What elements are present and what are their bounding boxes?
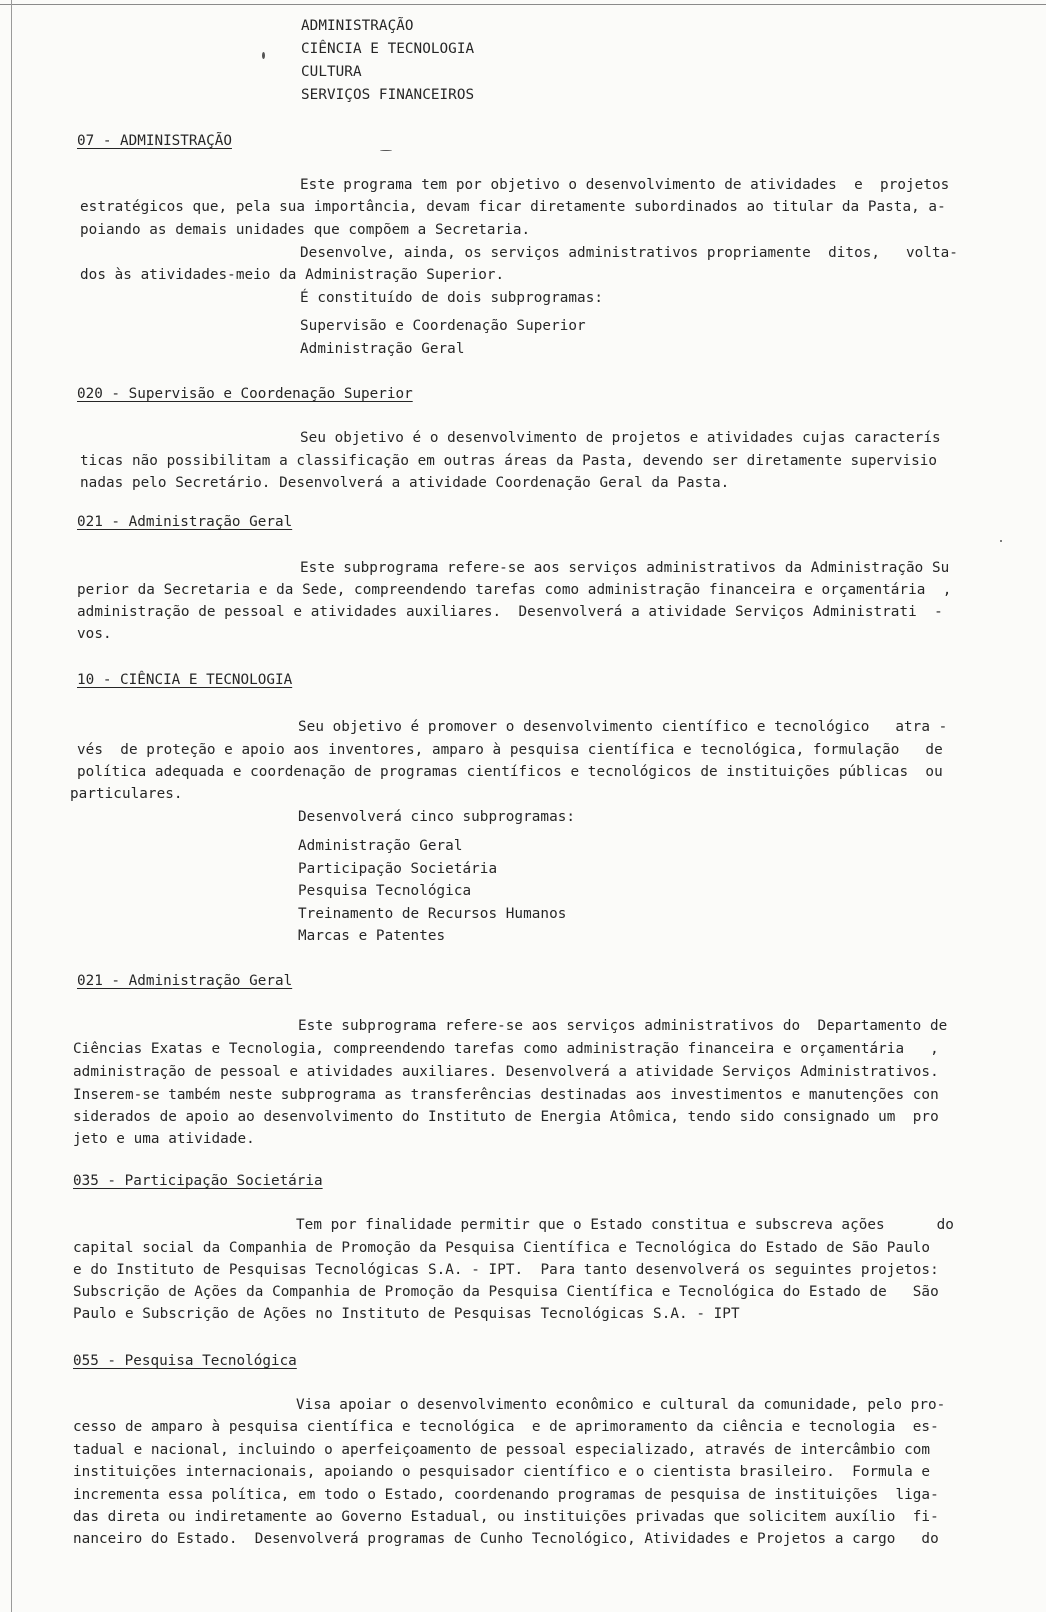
paragraph-line: Desenvolve, ainda, os serviços administrativos propriamente ditos, volta-: [300, 245, 958, 261]
paragraph-line: incrementa essa política, em todo o Estado, coordenando programas de pesquisa de instituições liga-: [73, 1487, 939, 1503]
paragraph-line: ticas não possibilitam a classificação em outras áreas da Pasta, devendo ser diretamente supervisio: [80, 453, 938, 469]
subprogram-item: Pesquisa Tecnológica: [298, 883, 472, 899]
paragraph-line: estratégicos que, pela sua importância, devam ficar diretamente subordinados ao titular da Pasta, a-: [80, 199, 946, 215]
paragraph-line: Subscrição de Ações da Companhia de Promoção da Pesquisa Científica e Tecnológica do Estado de São: [73, 1284, 939, 1300]
paragraph-line: jeto e uma atividade.: [73, 1131, 255, 1147]
paragraph-line: É constituído de dois subprogramas:: [300, 290, 604, 306]
index-item: CULTURA: [301, 64, 362, 80]
paragraph-line: cesso de amparo à pesquisa científica e tecnológica e de aprimoramento da ciência e tecnologia es-: [73, 1419, 939, 1435]
paragraph-line: siderados de apoio ao desenvolvimento do Instituto de Energia Atômica, tendo sido consignado um pro: [73, 1109, 939, 1125]
paragraph-line: vos.: [77, 626, 112, 642]
paragraph-line: poiando as demais unidades que compõem a Secretaria.: [80, 222, 531, 238]
paragraph-line: Desenvolverá cinco subprogramas:: [298, 809, 576, 825]
section-heading: 021 - Administração Geral: [77, 973, 293, 989]
paragraph-line: nadas pelo Secretário. Desenvolverá a atividade Coordenação Geral da Pasta.: [80, 475, 730, 491]
paragraph-line: Este subprograma refere-se aos serviços administrativos do Departamento de: [298, 1018, 948, 1034]
section-heading: 035 - Participação Societária: [73, 1173, 323, 1189]
paragraph-line: capital social da Companhia de Promoção da Pesquisa Científica e Tecnológica do Estado de São Paulo: [73, 1240, 931, 1256]
paragraph-line: nanceiro do Estado. Desenvolverá programas de Cunho Tecnológico, Atividades e Projetos a cargo do: [73, 1531, 939, 1547]
paragraph-line: perior da Secretaria e da Sede, compreendendo tarefas como administração financeira e orçamentária ,: [77, 582, 952, 598]
paragraph-line: Seu objetivo é o desenvolvimento de projetos e atividades cujas caracterís: [300, 430, 941, 446]
paragraph-line: administração de pessoal e atividades auxiliares. Desenvolverá a atividade Serviços Administrativos.: [73, 1064, 939, 1080]
paragraph-line: Ciências Exatas e Tecnologia, compreendendo tarefas como administração financeira e orçamentária ,: [73, 1041, 939, 1057]
subprogram-item: Participação Societária: [298, 861, 498, 877]
section-heading: 07 - ADMINISTRAÇÃO: [77, 133, 232, 149]
subprogram-item: Administração Geral: [300, 341, 465, 357]
subprogram-item: Administração Geral: [298, 838, 463, 854]
scan-speck: [262, 52, 265, 59]
page-top-edge: [0, 4, 1046, 5]
paragraph-line: tadual e nacional, incluindo o aperfeiçoamento de pessoal especializado, através de intercâmbio com: [73, 1442, 931, 1458]
paragraph-line: das direta ou indiretamente ao Governo Estadual, ou instituições privadas que solicitem auxílio fi-: [73, 1509, 939, 1525]
paragraph-line: administração de pessoal e atividades auxiliares. Desenvolverá a atividade Serviços Administrati -: [77, 604, 943, 620]
paragraph-line: vés de proteção e apoio aos inventores, amparo à pesquisa científica e tecnológica, formulação de: [77, 742, 943, 758]
subprogram-item: Marcas e Patentes: [298, 928, 446, 944]
index-item: ADMINISTRAÇÃO: [301, 18, 414, 34]
section-heading: 021 - Administração Geral: [77, 514, 293, 530]
paragraph-line: dos às atividades-meio da Administração Superior.: [80, 267, 505, 283]
paragraph-line: e do Instituto de Pesquisas Tecnológicas S.A. - IPT. Para tanto desenvolverá os seguintes projetos:: [73, 1262, 939, 1278]
scan-speck: [1000, 540, 1002, 542]
section-heading: 055 - Pesquisa Tecnológica: [73, 1353, 297, 1369]
subprogram-item: Supervisão e Coordenação Superior: [300, 318, 586, 334]
subprogram-item: Treinamento de Recursos Humanos: [298, 906, 567, 922]
paragraph-line: Visa apoiar o desenvolvimento econômico e cultural da comunidade, pelo pro-: [296, 1397, 946, 1413]
index-item: CIÊNCIA E TECNOLOGIA: [301, 41, 475, 57]
paragraph-line: Paulo e Subscrição de Ações no Instituto de Pesquisas Tecnológicas S.A. - IPT: [73, 1306, 740, 1322]
paragraph-line: política adequada e coordenação de programas científicos e tecnológicos de instituições públicas ou: [77, 764, 943, 780]
paragraph-line: particulares.: [70, 786, 183, 802]
page-left-edge: [11, 0, 12, 1612]
section-heading: 10 - CIÊNCIA E TECNOLOGIA: [77, 672, 293, 688]
paragraph-line: instituições internacionais, apoiando o pesquisador científico e o cientista brasileiro. Formula e: [73, 1464, 931, 1480]
paragraph-line: Este programa tem por objetivo o desenvolvimento de atividades e projetos: [300, 177, 950, 193]
paragraph-line: Tem por finalidade permitir que o Estado constitua e subscreva ações do: [296, 1217, 954, 1233]
section-heading: 020 - Supervisão e Coordenação Superior: [77, 386, 413, 402]
index-item: SERVIÇOS FINANCEIROS: [301, 87, 475, 103]
paragraph-line: Seu objetivo é promover o desenvolvimento científico e tecnológico atra -: [298, 719, 948, 735]
paragraph-line: Este subprograma refere-se aos serviços administrativos da Administração Su: [300, 560, 950, 576]
scan-speck: [380, 150, 392, 151]
paragraph-line: Inserem-se também neste subprograma as transferências destinadas aos investimentos e manutenções con: [73, 1087, 939, 1103]
